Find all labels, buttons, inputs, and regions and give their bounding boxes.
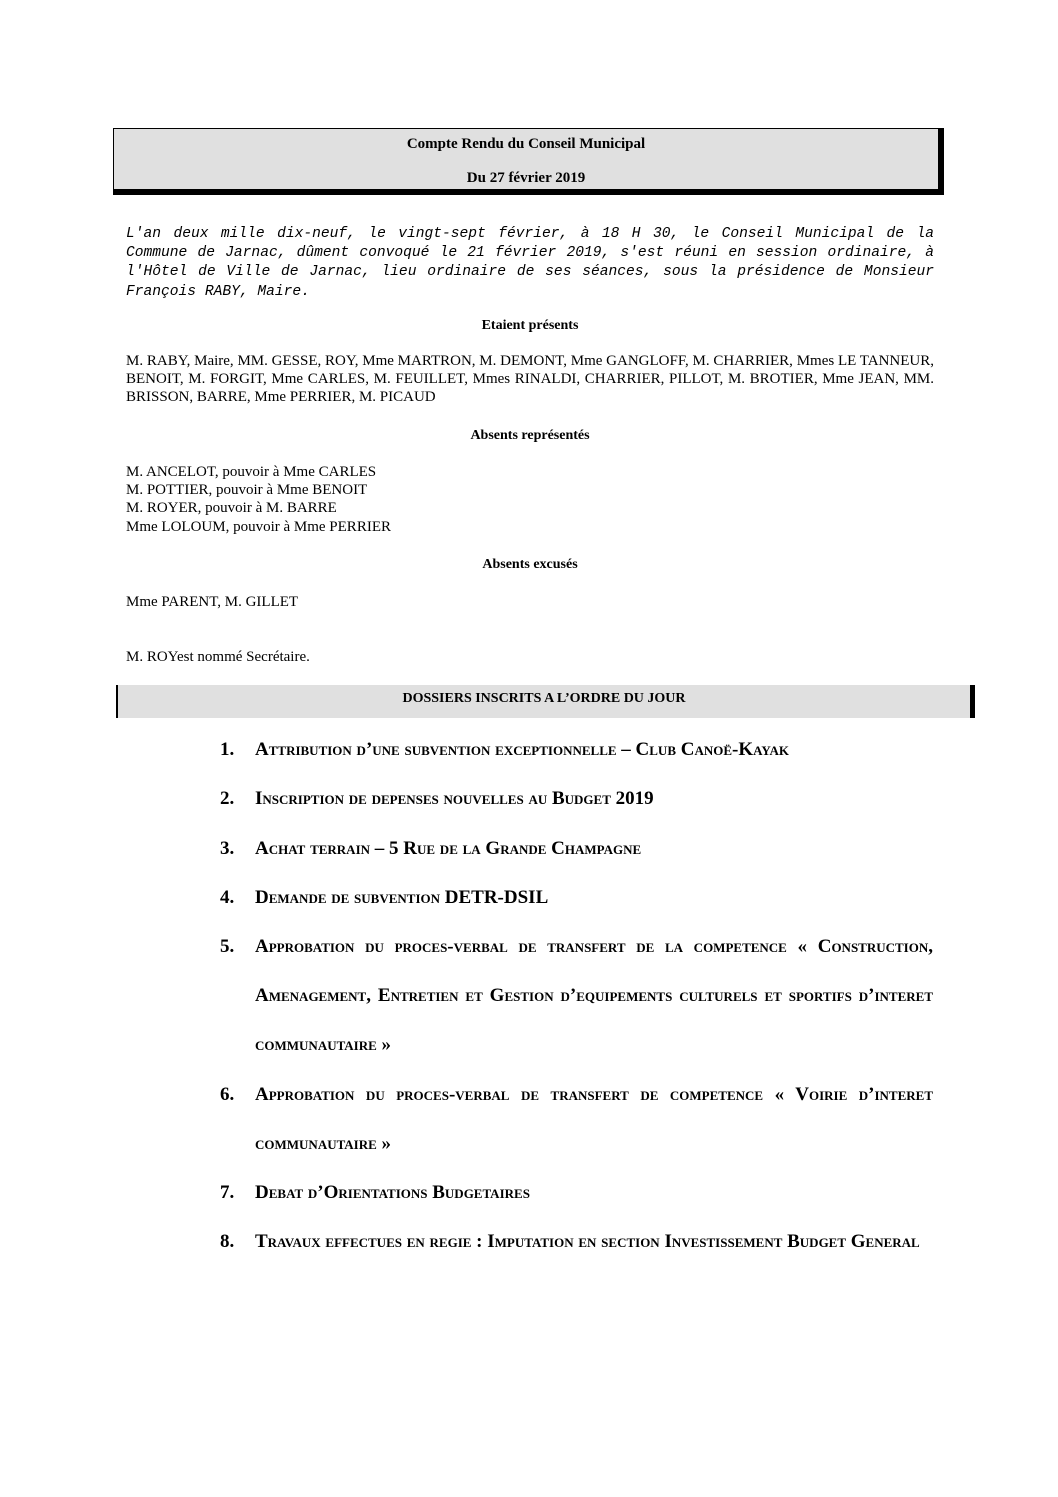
agenda-item-text: Travaux effectues en regie : Imputation en section Investissement Budget General xyxy=(255,1231,920,1252)
agenda-item-text: Achat terrain – 5 Rue de la Grande Champagne xyxy=(255,838,642,859)
agenda-item-number: 8. xyxy=(220,1231,235,1252)
agenda-item-number: 4. xyxy=(220,887,235,908)
excused-heading: Absents excusés xyxy=(482,557,578,572)
presents-heading: Etaient présents xyxy=(481,318,579,333)
agenda-item-text: Approbation du proces-verbal de transfert de competence « Voirie d’interet communautaire » xyxy=(255,1084,933,1155)
agenda-item-number: 5. xyxy=(220,936,235,957)
agenda-item-number: 2. xyxy=(220,788,235,809)
intro-paragraph: L'an deux mille dix-neuf, le vingt-sept février, à 18 H 30, le Conseil Municipal de la Commune de Jarnac, dûment convoqué le 21 février 2019, s'est réuni en session ordinaire, à l'Hôtel de Ville de Jarnac, lieu ordinaire de ses séances, sous la présidence de Monsieur François RABY, Maire. xyxy=(126,226,934,300)
agenda-item-text: Inscription de depenses nouvelles au Budget 2019 xyxy=(255,788,654,809)
title-box xyxy=(113,128,944,195)
agenda-heading-bar xyxy=(116,685,975,718)
agenda-item-text: Demande de subvention DETR-DSIL xyxy=(255,887,549,908)
represented-list xyxy=(126,463,391,536)
document-title: Compte Rendu du Conseil Municipal xyxy=(406,136,646,152)
excused-line: Mme PARENT, M. GILLET xyxy=(126,594,299,610)
agenda-item-number: 3. xyxy=(220,838,235,859)
secretary-note xyxy=(126,648,310,666)
agenda-item-number: 1. xyxy=(220,739,235,760)
agenda-item-number: 6. xyxy=(220,1084,235,1105)
agenda-item-text: Debat d’Orientations Budgetaires xyxy=(255,1182,530,1203)
excused-list xyxy=(126,593,298,611)
secretary-line: M. ROYest nommé Secrétaire. xyxy=(126,649,310,665)
represented-line: M. POTTIER, pouvoir à Mme BENOIT xyxy=(126,482,368,499)
represented-line: M. ANCELOT, pouvoir à Mme CARLES xyxy=(126,464,377,480)
agenda-item-text: Attribution d’une subvention exceptionnelle – Club Canoë-Kayak xyxy=(255,739,790,760)
represented-line: M. ROYER, pouvoir à M. BARRE xyxy=(126,500,337,517)
agenda-item-number: 7. xyxy=(220,1182,235,1203)
represented-line: Mme LOLOUM, pouvoir à Mme PERRIER xyxy=(126,518,391,535)
presents-list: M. RABY, Maire, MM. GESSE, ROY, Mme MARTRON, M. DEMONT, Mme GANGLOFF, M. CHARRIER, Mmes LE TANNEUR, BENOIT, M. FORGIT, Mme CARLES, M. FEUILLET, Mmes RINALDI, CHARRIER, PILLOT, M. BROTIER, Mme JEAN, MM. BRISSON, BARRE, Mme PERRIER, M. PICAUD xyxy=(126,353,934,406)
agenda-heading: DOSSIERS INSCRITS A L’ORDRE DU JOUR xyxy=(402,691,686,706)
agenda-item-text: Approbation du proces-verbal de transfert de la competence « Construction, Amenagement, Entretien et Gestion d’equipements culturels et sportifs d’interet communautaire » xyxy=(255,936,933,1056)
represented-heading: Absents représentés xyxy=(470,428,590,443)
document-date: Du 27 février 2019 xyxy=(466,170,586,186)
